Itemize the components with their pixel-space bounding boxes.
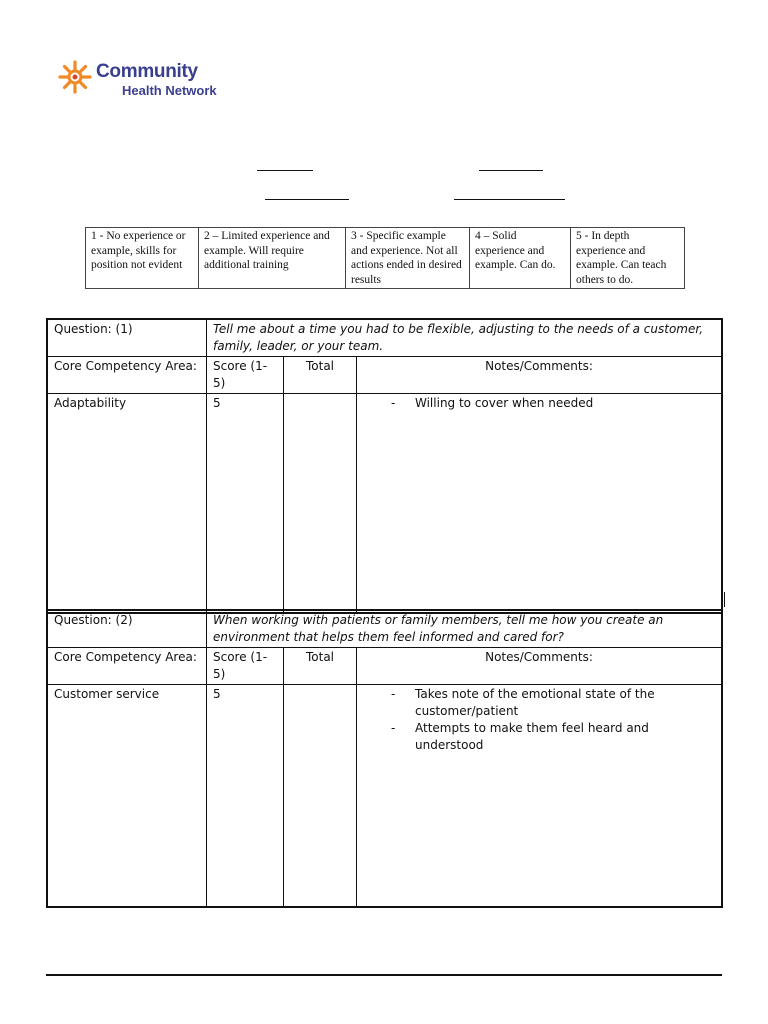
note-item: - Willing to cover when needed: [391, 395, 715, 412]
question-label: Question: (1): [47, 319, 207, 357]
score-header: Score (1-5): [207, 648, 284, 685]
table-separator: [46, 592, 725, 607]
question-label: Question: (2): [47, 610, 207, 648]
score-value: 5: [207, 685, 284, 908]
competency-value: Customer service: [47, 685, 207, 908]
blank-line-2: [479, 170, 543, 171]
note-item: - Attempts to make them feel heard and understood: [391, 720, 715, 754]
rating-scale-table: [85, 227, 685, 289]
total-value: [284, 394, 357, 614]
notes-cell: [357, 685, 723, 908]
community-health-network-logo: [58, 58, 238, 106]
question-table-1: [46, 318, 723, 614]
blank-line-3: [265, 199, 349, 200]
rating-scale-5: 5 - In depth experience and example. Can teach others to do.: [571, 228, 685, 289]
competency-header: Core Competency Area:: [47, 648, 207, 685]
logo-line-1: Community: [96, 61, 198, 82]
footer-rule: [46, 974, 722, 976]
competency-header: Core Competency Area:: [47, 357, 207, 394]
rating-scale-1: 1 - No experience or example, skills for position not evident: [86, 228, 199, 289]
total-header: Total: [284, 648, 357, 685]
total-header: Total: [284, 357, 357, 394]
notes-header: Notes/Comments:: [357, 648, 723, 685]
star-burst-icon: [58, 60, 92, 94]
rating-scale-4: 4 – Solid experience and example. Can do.: [470, 228, 571, 289]
blank-line-4: [454, 199, 565, 200]
blank-line-1: [257, 170, 313, 171]
score-value: 5: [207, 394, 284, 614]
notes-header: Notes/Comments:: [357, 357, 723, 394]
note-item: - Takes note of the emotional state of the customer/patient: [391, 686, 715, 720]
competency-value: Adaptability: [47, 394, 207, 614]
question-prompt: Tell me about a time you had to be flexible, adjusting to the needs of a customer, family, leader, or your team.: [207, 319, 723, 357]
total-value: [284, 685, 357, 908]
score-header: Score (1-5): [207, 357, 284, 394]
question-table-2: [46, 609, 723, 908]
question-prompt: When working with patients or family members, tell me how you create an environment that helps them feel informed and cared for?: [207, 610, 723, 648]
rating-scale-3: 3 - Specific example and experience. Not all actions ended in desired results: [346, 228, 470, 289]
notes-cell: [357, 394, 723, 614]
rating-scale-2: 2 – Limited experience and example. Will require additional training: [199, 228, 346, 289]
logo-line-2: Health Network: [122, 83, 217, 98]
